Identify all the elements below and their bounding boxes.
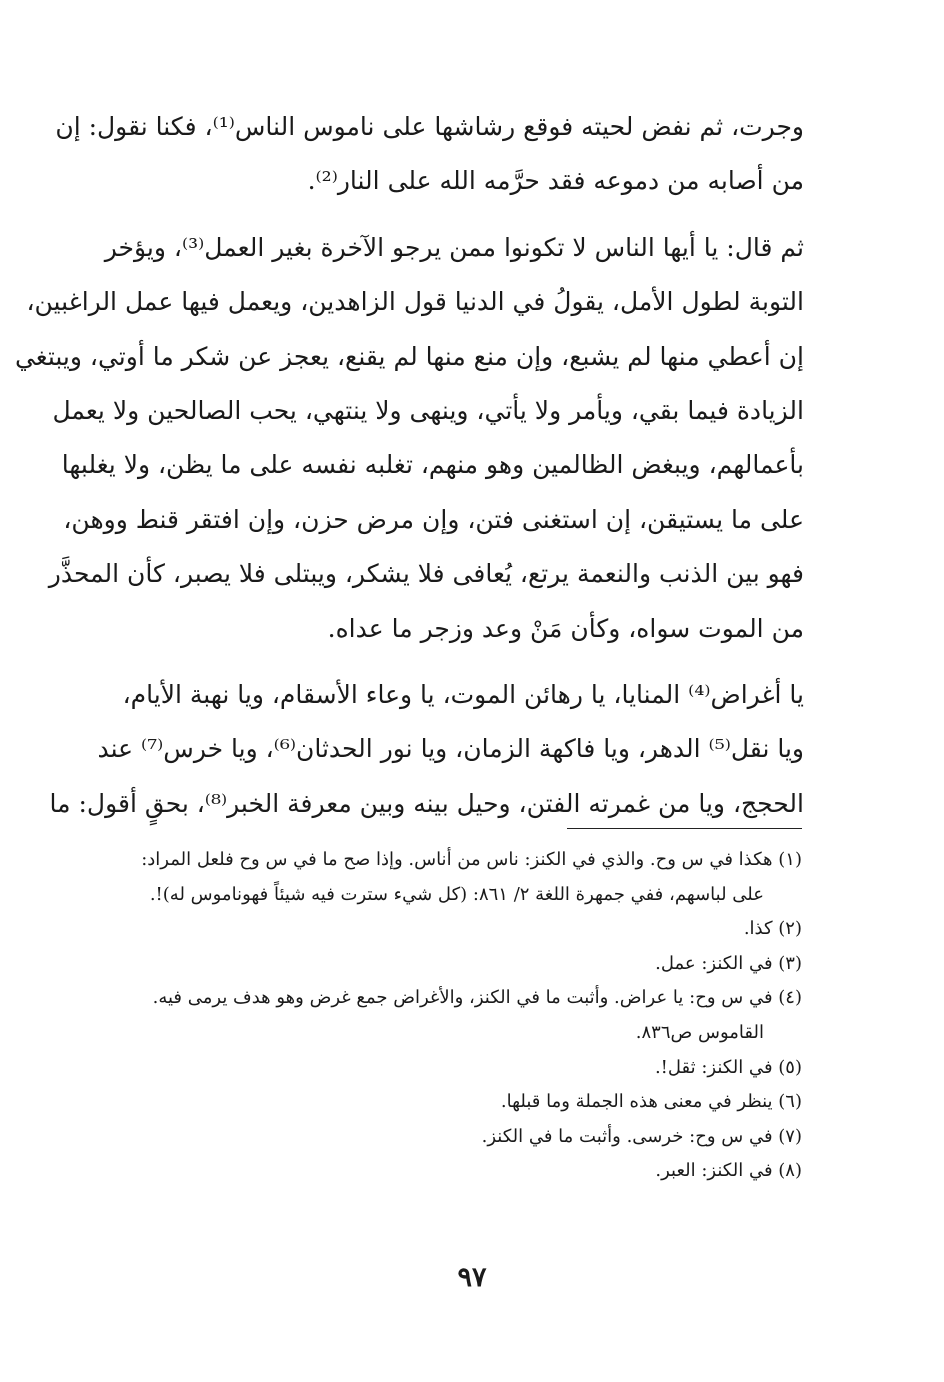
- footnote-5: (٥) في الكنز: ثقل!.: [654, 1056, 802, 1078]
- footnote-2: (٢) كذا.: [743, 918, 802, 940]
- text-line: الزيادة فيما بقي، ويأمر ولا يأتي، وينهى ولا ينتهي، يحب الصالحين ولا يعمل: [52, 395, 804, 425]
- text-line: التوبة لطول الأمل، يقولُ في الدنيا قول الزاهدين، ويعمل فيها عمل الراغبين،: [26, 287, 804, 317]
- text-line: ويا نقل⁽⁵⁾ الدهر، ويا فاكهة الزمان، ويا نور الحدثان⁽⁶⁾، ويا خرس⁽⁷⁾ عند: [97, 734, 804, 764]
- text-line: بأعمالهم، ويبغض الظالمين وهو منهم، تغلبه نفسه على ما يظن، ولا يغلبها: [61, 450, 804, 480]
- footnote-1-continued: على لباسهم، ففي جمهرة اللغة ٢/ ٨٦١: (كل شيء سترت فيه شيئاً فهوناموس له)!.: [149, 883, 764, 905]
- footnote-4: (٤) في س وح: يا عراض. وأثبت ما في الكنز، والأغراض جمع غرض وهو هدف يرمى فيه.: [152, 987, 802, 1009]
- paragraph-1: [55, 100, 804, 209]
- footnote-7: (٧) في س وح: خرسى. وأثبت ما في الكنز.: [481, 1125, 802, 1147]
- text-line: من أصابه من دموعه فقد حرَّمه الله على النار⁽²⁾.: [307, 166, 804, 196]
- footnote-1: (١) هكذا في س وح. والذي في الكنز: ناس من أناس. وإذا صح ما في س وح فلعل المراد:: [141, 849, 802, 870]
- footnote-3: (٣) في الكنز: عمل.: [655, 952, 802, 974]
- footnote-separator: [567, 828, 802, 829]
- text-line: وجرت، ثم نفض لحيته فوقع رشاشها على ناموس الناس⁽¹⁾، فكنا نقول: إن: [55, 112, 804, 141]
- footnote-8: (٨) في الكنز: العبر.: [655, 1160, 802, 1182]
- main-text: [14, 100, 804, 843]
- text-line: الحجج، ويا من غمرته الفتن، وحيل بينه وبين معرفة الخبر⁽⁸⁾، بحقٍ أقول: ما: [49, 788, 804, 818]
- text-line: على ما يستيقن، إن استغنى فتن، وإن مرض حزن، وإن افتقر قنط ووهن،: [63, 504, 804, 534]
- footnote-4-continued: القاموس ص٨٣٦.: [635, 1021, 764, 1043]
- footnotes: [137, 843, 802, 1189]
- text-line: ثم قال: يا أيها الناس لا تكونوا ممن يرجو الآخرة بغير العمل⁽³⁾، ويؤخر: [104, 232, 804, 262]
- footnote-6: (٦) ينظر في معنى هذه الجملة وما قبلها.: [500, 1091, 802, 1113]
- paragraph-3: [49, 668, 804, 831]
- text-line: يا أغراض⁽⁴⁾ المنايا، يا رهائن الموت، يا وعاء الأسقام، ويا نهبة الأيام،: [122, 679, 804, 709]
- text-line: فهو بين الذنب والنعمة يرتع، يُعافى فلا يشكر، ويبتلى فلا يصبر، كأن المحذَّر: [48, 559, 804, 589]
- paragraph-2: [14, 221, 804, 656]
- text-line: إن أعطي منها لم يشبع، وإن منع منها لم يقنع، يعجز عن شكر ما أوتي، ويبتغي: [14, 341, 804, 371]
- page-number: ٩٧: [457, 1262, 487, 1293]
- text-line: من الموت سواه، وكأن مَنْ وعد وزجر ما عداه.: [327, 613, 804, 643]
